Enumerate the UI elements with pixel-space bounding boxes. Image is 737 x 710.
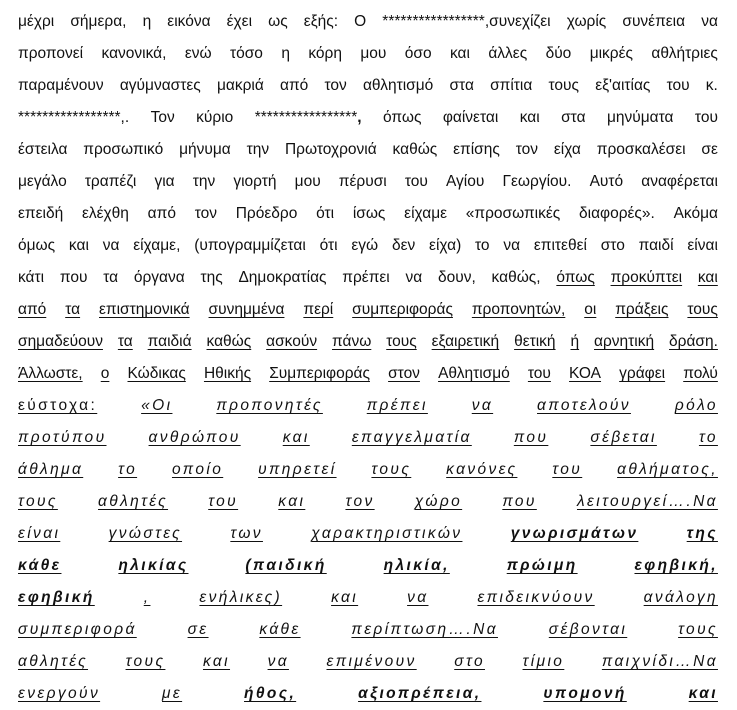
text-line (18, 454, 718, 486)
word: στον (388, 365, 420, 382)
word: ανθρώπου (148, 429, 241, 446)
text-line (18, 102, 718, 134)
word: διαφορές». (579, 205, 655, 222)
word: κ. (705, 77, 718, 94)
word: συμπεριφορά (18, 621, 137, 638)
word: όπως (382, 109, 422, 126)
word: και (68, 237, 89, 254)
word: Κώδικας (127, 365, 186, 382)
word: πέρυσι (338, 173, 387, 190)
word: άθλημα (18, 461, 84, 478)
word: ηλικία, (383, 557, 450, 574)
word: λειτουργεί….Να (576, 493, 718, 510)
word: σέβεται (590, 429, 657, 446)
word: ρόλο (674, 397, 718, 414)
word: στο (600, 237, 625, 254)
word: είχα) (429, 237, 462, 254)
word: την (246, 141, 270, 158)
word: Ακόμα (673, 205, 718, 222)
word: είχα (553, 141, 581, 158)
word: προσκαλέσει (596, 141, 686, 158)
word: του (404, 173, 428, 190)
word: το (118, 461, 138, 478)
word: πάνω (332, 333, 372, 350)
text-line (18, 262, 718, 294)
word: εικόνα (167, 13, 211, 30)
word: σπίτια (490, 77, 533, 94)
word: αθλήτριες (651, 45, 718, 62)
word: Πρωτοχρονιά (284, 141, 377, 158)
text-line (18, 198, 718, 230)
word: θετική (514, 333, 556, 350)
word: στα (561, 109, 586, 126)
word: που (502, 493, 537, 510)
word: τα (103, 269, 119, 286)
word: προσωπικό (83, 141, 164, 158)
word: αρνητική (594, 333, 655, 350)
word: της (686, 525, 718, 542)
word: εξ'αιτίας (595, 77, 651, 94)
word: του (666, 77, 690, 94)
word: καθώς, (491, 269, 541, 286)
word: του (527, 365, 551, 382)
text-line (18, 486, 718, 518)
word: δύο (545, 45, 572, 62)
word: ήθος, (244, 685, 297, 702)
word: με (162, 685, 183, 702)
word: Συμπεριφοράς (269, 365, 370, 382)
word: επειδή (18, 205, 64, 222)
word: σε (187, 621, 209, 638)
word: μήνυμα (179, 141, 231, 158)
word: μακριά (216, 77, 264, 94)
word: των (230, 525, 263, 542)
word: το (475, 237, 490, 254)
word: Αγίου (445, 173, 485, 190)
word-group (382, 6, 550, 38)
word: περί (303, 301, 334, 318)
word: πολύ (683, 365, 718, 382)
word: μεγάλο (18, 173, 67, 190)
word: καθώς (206, 333, 252, 350)
word: επαγγελματία (351, 429, 472, 446)
word: μου (360, 45, 387, 62)
text-line (18, 38, 718, 70)
word: έστειλα (18, 141, 68, 158)
word: εγώ (351, 237, 379, 254)
word: το (698, 429, 718, 446)
word: τον (194, 205, 217, 222)
text-line (18, 582, 718, 614)
word: μικρές (589, 45, 634, 62)
word: εύστοχα: (18, 397, 98, 414)
text-line (18, 422, 718, 454)
word: γράφει (619, 365, 666, 382)
word: τους (18, 493, 58, 510)
text-line (18, 678, 718, 710)
word: Αυτό (589, 173, 624, 190)
word: κόρη (308, 45, 342, 62)
word: τους (678, 621, 718, 638)
word: κανονικά, (101, 45, 167, 62)
word: περίπτωση….Να (351, 621, 498, 638)
word: παιδί (638, 237, 674, 254)
word: συνέπεια (622, 13, 686, 30)
word: ότι (316, 205, 335, 222)
word: Γεωργίου. (502, 173, 572, 190)
word: να (407, 589, 429, 606)
word: υπηρετεί (258, 461, 337, 478)
word: ,συνεχίζει (484, 13, 551, 30)
word: αποτελούν (537, 397, 631, 414)
word: Άλλωστε, (18, 365, 83, 382)
word: τίμιο (522, 653, 565, 670)
word: (παιδική (245, 557, 327, 574)
word: επιτεθεί (533, 237, 587, 254)
text-line (18, 326, 718, 358)
word: μου (294, 173, 321, 190)
word: αναφέρεται (641, 173, 718, 190)
word: ενώ (184, 45, 212, 62)
text-line (18, 294, 718, 326)
word: ανάλογη (643, 589, 718, 606)
word: δράση. (669, 333, 718, 350)
text-segment: εφηβική (18, 589, 95, 606)
word: να (267, 653, 289, 670)
word: επιδεικνύουν (477, 589, 595, 606)
word: παραμένουν (18, 77, 104, 94)
word: να (102, 237, 120, 254)
word: η (281, 45, 290, 62)
text-line (18, 614, 718, 646)
text-line (18, 6, 718, 38)
word: μηνύματα (606, 109, 674, 126)
word: αθλητές (18, 653, 89, 670)
word: τους (548, 77, 579, 94)
word: τραπέζι (84, 173, 137, 190)
word: υπομονή (543, 685, 627, 702)
word: επίσης (453, 141, 500, 158)
text-line (18, 390, 718, 422)
word: του (552, 461, 583, 478)
word: παιδιά (147, 333, 192, 350)
text-line (18, 134, 718, 166)
word: τους (125, 653, 166, 670)
word: πράξεις (615, 301, 669, 318)
word: , (143, 589, 151, 606)
word: τον (324, 77, 347, 94)
word: και (449, 45, 470, 62)
word: «Οι (141, 397, 173, 414)
word: ηλικίας (118, 557, 189, 574)
word: αξιοπρέπεια, (358, 685, 482, 702)
word: δεν (391, 237, 416, 254)
word: την (192, 173, 216, 190)
word: Τον (150, 109, 175, 126)
text-segment: ***************** (382, 13, 485, 30)
word: στα (449, 77, 474, 94)
word: τον (345, 493, 375, 510)
text-line (18, 70, 718, 102)
word: και (278, 493, 306, 510)
word: να (701, 13, 718, 30)
word: γνωρισμάτων (510, 525, 639, 542)
document-body (18, 6, 718, 710)
word: τον (515, 141, 538, 158)
word: και (697, 269, 718, 286)
word: ενεργούν (18, 685, 101, 702)
word: από (18, 301, 47, 318)
word: προπονητών, (471, 301, 566, 318)
text-segment: , (357, 109, 362, 126)
word: στο (454, 653, 485, 670)
word: μέχρι (18, 13, 55, 30)
word: και (519, 109, 540, 126)
word: γιορτή (233, 173, 277, 190)
word: της (200, 269, 223, 286)
word: αθλητές (98, 493, 169, 510)
word-group (18, 102, 129, 134)
word: Ηθικής (203, 365, 252, 382)
word: κύριο (196, 109, 234, 126)
word: όργανα (133, 269, 185, 286)
text-line (18, 646, 718, 678)
word: τους (687, 301, 718, 318)
word: και (331, 589, 359, 606)
word: του (694, 109, 718, 126)
word: χωρίς (566, 13, 607, 30)
word: ΚΟΑ (569, 365, 602, 382)
word: φαίνεται (442, 109, 499, 126)
word: είναι (687, 237, 718, 254)
text-line (18, 166, 718, 198)
word: όπως (556, 269, 595, 286)
word: (υπογραμμίζεται (194, 237, 306, 254)
word: από (280, 77, 309, 94)
word: χώρο (414, 493, 463, 510)
word: δουν, (438, 269, 476, 286)
word: κάθε (18, 557, 62, 574)
word: είχαμε (404, 205, 448, 222)
word: συμπεριφοράς (352, 301, 453, 318)
word: όσο (404, 45, 432, 62)
word: επιστημονικά (99, 301, 190, 318)
word: πρέπει (342, 269, 390, 286)
word: παιχνίδι…Να (601, 653, 718, 670)
word: προτύπου (18, 429, 107, 446)
word: οποίο (171, 461, 224, 478)
word: ως (268, 13, 288, 30)
text-line (18, 550, 718, 582)
word: και (688, 685, 718, 702)
word: να (471, 397, 494, 414)
word: σέβονται (548, 621, 628, 638)
word: και (202, 653, 231, 670)
word: τα (65, 301, 81, 318)
word: ίσως (352, 205, 386, 222)
word: ασκούν (266, 333, 318, 350)
word-group (255, 102, 362, 134)
word: σε (701, 141, 718, 158)
word: «προσωπικές (465, 205, 561, 222)
word: Ο (354, 13, 367, 30)
word: Αθλητισμό (438, 365, 510, 382)
word: εξής: (303, 13, 339, 30)
word: πρέπει (366, 397, 428, 414)
word: προπονεί (18, 45, 84, 62)
text-line (18, 358, 718, 390)
word: άλλες (488, 45, 528, 62)
word: όμως (18, 237, 56, 254)
word: να (503, 237, 521, 254)
word: ο (100, 365, 110, 382)
word: προπονητές (216, 397, 323, 414)
word: τόσο (229, 45, 263, 62)
text-segment: ***************** (18, 109, 121, 126)
text-line (18, 230, 718, 262)
word: είναι (18, 525, 61, 542)
word: ότι (319, 237, 338, 254)
word: κάτι (18, 269, 45, 286)
word: Πρόεδρο (235, 205, 298, 222)
word: κάθε (259, 621, 301, 638)
word: πρώιμη (506, 557, 578, 574)
word: καθώς (392, 141, 438, 158)
word: η (142, 13, 152, 30)
word: χαρακτηριστικών (311, 525, 463, 542)
word: εφηβική, (634, 557, 718, 574)
word: σημαδεύουν (18, 333, 103, 350)
word: κανόνες (446, 461, 518, 478)
word: Δημοκρατίας (238, 269, 327, 286)
word: και (282, 429, 310, 446)
word: ή (570, 333, 580, 350)
word: ,. (120, 109, 130, 126)
text-line (18, 518, 718, 550)
word: γνώστες (108, 525, 183, 542)
word: τους (371, 461, 412, 478)
word: ελέχθη (81, 205, 129, 222)
word: είχαμε, (133, 237, 181, 254)
word: σήμερα, (70, 13, 127, 30)
word: του (208, 493, 239, 510)
word: να (405, 269, 423, 286)
word: συνημμένα (208, 301, 285, 318)
word: προκύπτει (610, 269, 683, 286)
word: τους (386, 333, 417, 350)
word: επιμένουν (326, 653, 417, 670)
word: που (513, 429, 549, 446)
word: αγύμναστες (119, 77, 201, 94)
word: τα (117, 333, 133, 350)
text-segment: ***************** (254, 109, 358, 126)
word: που (59, 269, 88, 286)
word: ενήλικες) (199, 589, 283, 606)
word: από (147, 205, 176, 222)
word: εξαιρετική (431, 333, 500, 350)
word: για (154, 173, 175, 190)
word: αθλητισμό (362, 77, 434, 94)
word: έχει (226, 13, 253, 30)
word: οι (584, 301, 597, 318)
word: αθλήματος, (617, 461, 718, 478)
